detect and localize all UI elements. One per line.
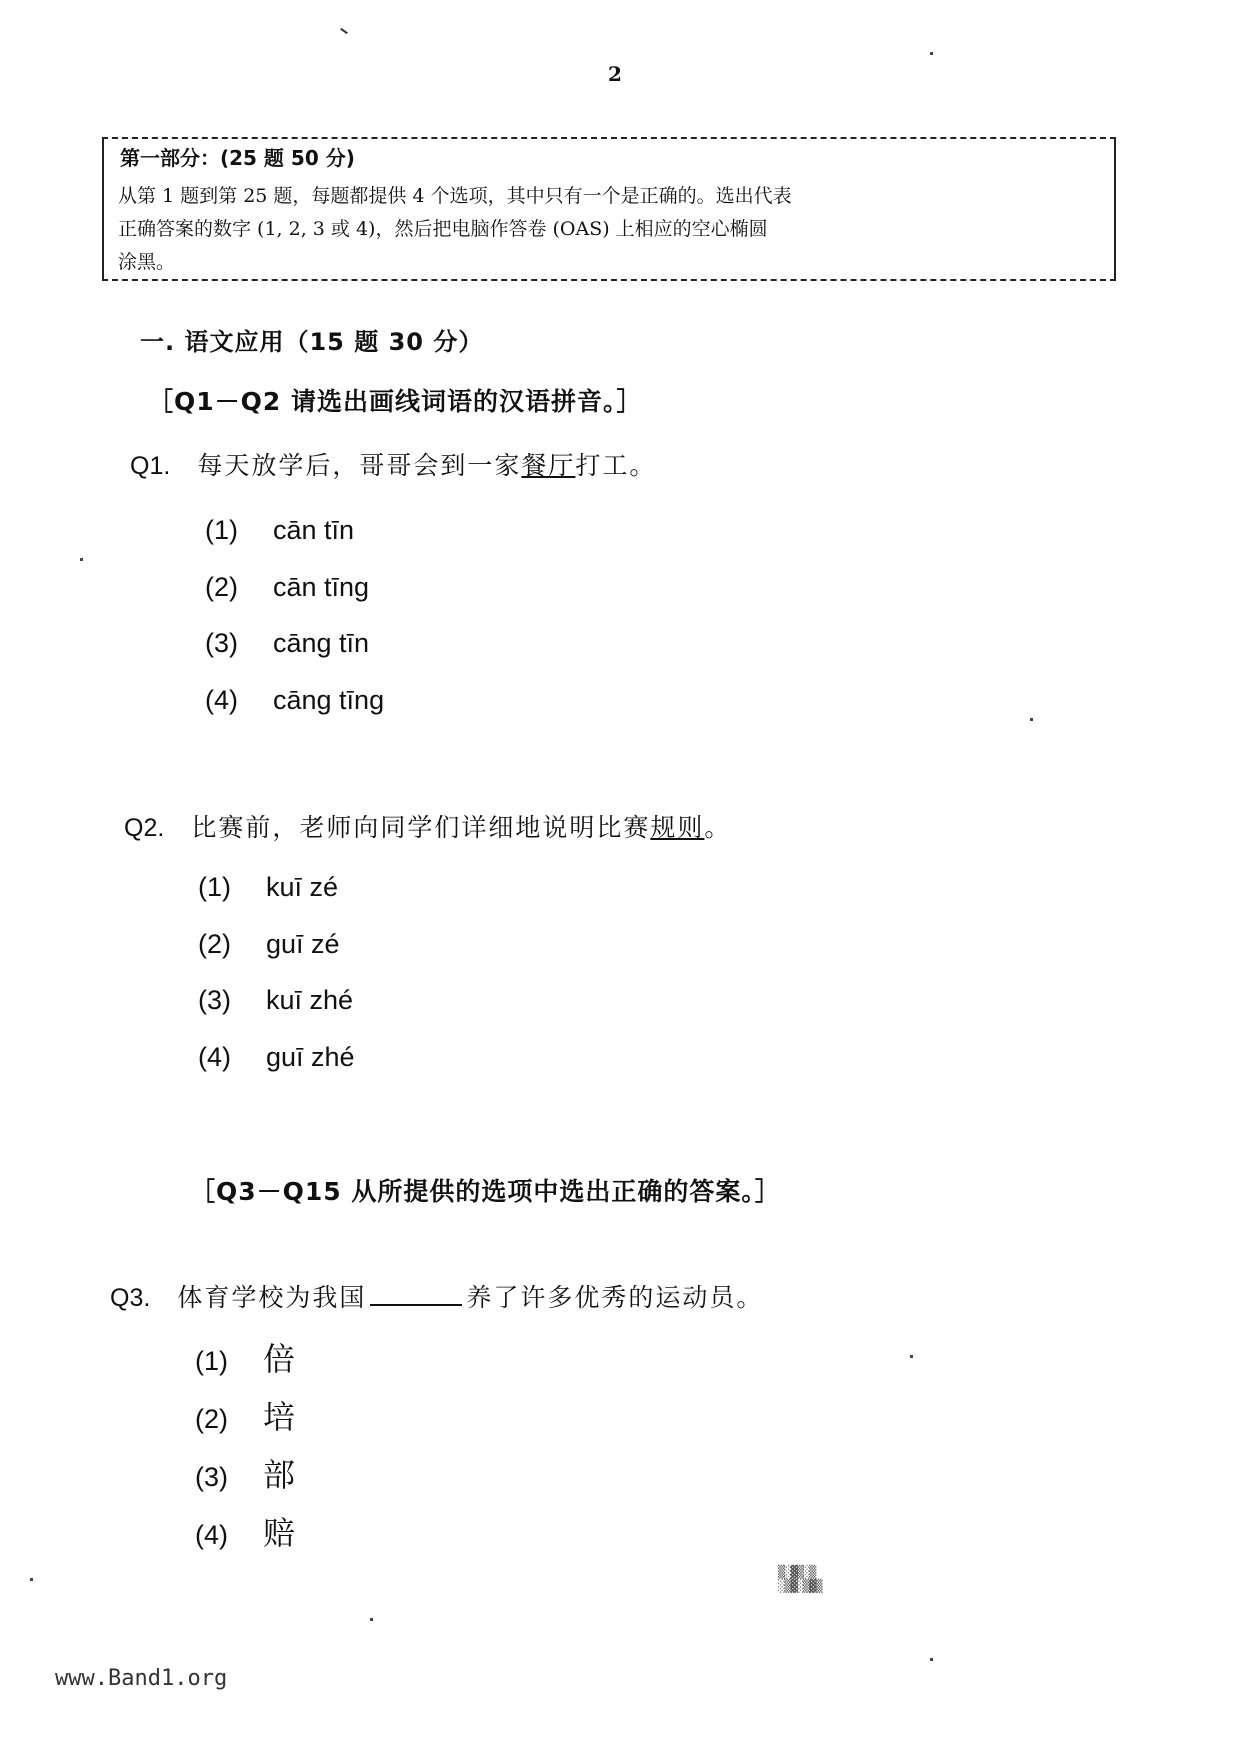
underlined-word: 规则 xyxy=(650,813,705,842)
question-text: 体育学校为我国 养了许多优秀的运动员。 xyxy=(177,1283,764,1312)
question-text: 每天放学后，哥哥会到一家餐厅打工。 xyxy=(197,451,657,480)
scan-speck xyxy=(80,558,83,561)
section-heading: 一. 语文应用（15 题 30 分） xyxy=(140,328,484,356)
group-instruction-q3-q15: ［Q3－Q15 从所提供的选项中选出正确的答案。］ xyxy=(190,1177,781,1206)
option-q3-1[interactable]: (1) 倍 xyxy=(195,1340,296,1378)
question-q1 xyxy=(130,446,656,482)
question-q2 xyxy=(124,808,731,844)
option-q3-4[interactable]: (4) 赔 xyxy=(195,1514,296,1552)
scan-speck xyxy=(1030,718,1033,721)
instruction-box-text xyxy=(118,180,1098,279)
scan-speck xyxy=(340,28,348,34)
option-q1-1[interactable]: (1) cān tīn xyxy=(205,515,355,545)
scan-speck xyxy=(910,1355,913,1358)
scan-speck xyxy=(370,1618,373,1621)
option-q1-4[interactable]: (4) cāng tīng xyxy=(205,685,385,715)
scan-speck xyxy=(930,52,933,55)
question-text: 比赛前，老师向同学们详细地说明比赛规则。 xyxy=(191,813,732,842)
option-q2-2[interactable]: (2) guī zé xyxy=(198,929,340,959)
option-q3-3[interactable]: (3) 部 xyxy=(195,1456,296,1494)
instruction-line: 从第 1 题到第 25 题，每题都提供 4 个选项，其中只有一个是正确的。选出代表 xyxy=(118,185,792,207)
instruction-box-title: 第一部分：(25 题 50 分) xyxy=(120,146,355,170)
scan-smudge: ▒░▓▒░▒ ░▒▓░▒▓▒ xyxy=(778,1565,822,1593)
scan-speck xyxy=(930,1658,933,1661)
question-number: Q3. xyxy=(110,1284,151,1312)
underlined-word: 餐厅 xyxy=(521,451,576,480)
option-q2-4[interactable]: (4) guī zhé xyxy=(198,1042,355,1072)
question-q3 xyxy=(110,1278,763,1314)
footer-url[interactable]: www.Band1.org xyxy=(55,1666,228,1691)
option-q3-2[interactable]: (2) 培 xyxy=(195,1398,296,1436)
option-q1-3[interactable]: (3) cāng tīn xyxy=(205,628,370,658)
group-instruction-q1-q2: ［Q1－Q2 请选出画线词语的汉语拼音。］ xyxy=(148,387,643,416)
question-number: Q2. xyxy=(124,814,165,842)
instruction-line: 正确答案的数字 (1, 2, 3 或 4)，然后把电脑作答卷 (OAS) 上相应的空心椭圆 xyxy=(118,218,768,240)
option-q2-1[interactable]: (1) kuī zé xyxy=(198,872,339,902)
scan-speck xyxy=(30,1578,33,1581)
question-number: Q1. xyxy=(130,452,171,480)
answer-blank xyxy=(370,1282,462,1306)
option-q2-3[interactable]: (3) kuī zhé xyxy=(198,985,354,1015)
instruction-line: 涂黑。 xyxy=(118,251,176,273)
option-q1-2[interactable]: (2) cān tīng xyxy=(205,572,370,602)
page-number: 2 xyxy=(608,62,622,86)
